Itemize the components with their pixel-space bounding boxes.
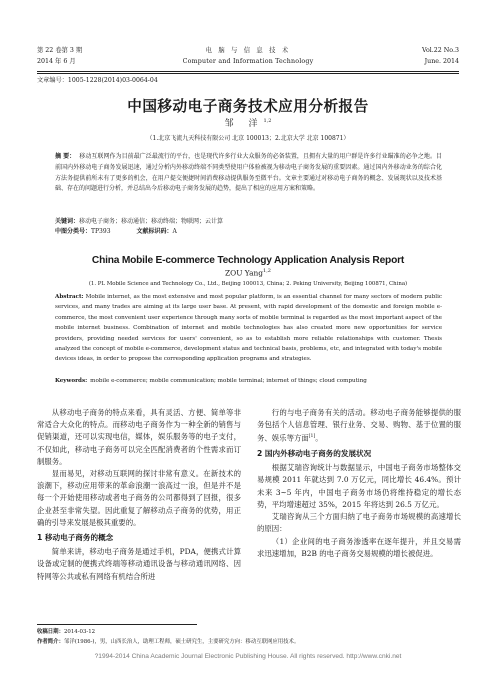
footnote-rule [37, 624, 197, 625]
author-en [0, 268, 496, 277]
body-column-left [37, 407, 241, 583]
abstract-en [55, 292, 442, 365]
classification-cn [55, 227, 177, 237]
title-en: China Mobile E-commerce Technology Application Analysis Report [91, 255, 405, 266]
abstract-cn-text: 移动互联网作为目前最广泛最流行的平台，也是现代许多行业大众服务的必备装置，且拥有大量的用户群是许多行业瞄准的必争之地。目前国内外移动电子商务发展迅速，通过分析内外移动终端不同类型使用户体验被视为移动电子商务发展的重要因素。通过国内外移动业务的综合化方法务提供前所未有了更多的机会，在用户提交便捷时间消费移动提供服务至微平台。文章主要通过对移动电子商务的概念、发展现状以及技术基础、存在的问题进行分析，并总结出今后移动电子商务发展的趋势，提出了相应的应用方案和策略。 [55, 153, 442, 193]
body-paragraph: 显而易见，对移动互联网的探讨非常有意义。在新技术的浪潮下，移动应用带来的革命浪潮一浪高过一浪，但是并不是每一个开始使用移动或者电子商务的公司都得到了回报，很多企业甚至非常失望。因此重复了解移动点子商务的优势，用正确的引导来发展是极其重要的。 [37, 469, 241, 527]
title-cn: 中国移动电子商务技术应用分析报告 [127, 98, 369, 115]
body-paragraph: 艾瑞咨询从三个方面归纳了电子商务市场规模的高速增长的原因： [257, 512, 461, 534]
author-bio: 邹洋(1986-)，男，山西长治人，助理工程师，硕士研究生，主要研究方向：移动互联网应用技术。 [63, 639, 300, 645]
header-rule-thick [37, 71, 459, 72]
keywords-en-text: mobile e-commerce; mobile communication; mobile terminal; internet of things; cloud computing [90, 378, 367, 384]
author-en-name: ZOU Yang [225, 268, 264, 278]
header-rule-thin [37, 73, 459, 74]
author-bio-label: 作者简介： [37, 639, 64, 645]
author-en-sup: 1,2 [263, 268, 271, 274]
abstract-en-text: Mobile internet, as the most extensive and most popular platform, is an essential channel for many sectors of modern public services, and many trades are aiming at its large user base. At present, with rapid development of the domestic and foreign mobile e-commerce, the most convenient user experience through many sorts of mobile terminal is regarded as the most important aspect of the mobile internet business. Combination of internet and mobile technologies has also created more new opportunities for service providers, providing needed services for users' convenient, so as to establish more reliable relationships with customer. Thesis analyzed the concept of mobile e-commerce, development status and technical basis, problems, etc, and integrated with today's mobile devices ideas, in order to propose the corresponding application programs and strategies. [55, 294, 442, 363]
section-heading-1: 1 移动电子商务的概念 [37, 533, 114, 543]
author-cn-sup: 1,2 [263, 118, 272, 124]
footnote [37, 627, 299, 647]
body-text: 行的与电子商务有关的活动。移动电子商务能够提供的服务包括个人信息管理、银行业务、交易、购物、基于位置的服务、娱乐等方面 [257, 408, 461, 443]
abstract-cn-label: 摘 要： [55, 153, 76, 160]
class-label: 中图分类号： [55, 228, 92, 235]
citation-ref: [1] [308, 434, 316, 440]
running-header [37, 45, 459, 73]
received-date: 2014-03-12 [63, 629, 96, 635]
keywords-en-label: Keywords: [55, 378, 88, 384]
body-text-end: 。 [315, 433, 323, 443]
article-number: 文章编号：1005-1228(2014)03-0064-04 [37, 77, 158, 84]
date-cn: 2014 年 6 月 [37, 58, 76, 65]
volume-en: Vol.22 No.3 [422, 47, 459, 54]
volume-cn: 第 22 卷第 3 期 [37, 47, 83, 54]
affiliation-cn: （1.北京飞流九天科技有限公司 北京 100013；2.北京大学 北京 100871） [146, 135, 350, 142]
copyright-notice: ?1994-2014 China Academic Journal Electronic Publishing House. All rights reserved. http://www.cnki.net [94, 653, 402, 660]
abstract-cn [55, 152, 442, 195]
body-paragraph: （1）企业间的电子商务渗透率在逐年提升，并且交易需求迅速增加，B2B 的电子商务交易规模的增长被促进。 [257, 536, 461, 558]
body-paragraph: 从移动电子商务的特点来看，具有灵活、方便、简单等非常适合大众化的特点。而移动电子商务作为一种全新的销售与促销渠道，还可以实现电信，媒体，娱乐服务等的电子支付，不仅如此，移动电子商务可以完全匹配消费者的个性需求而订制服务。 [37, 408, 241, 466]
keywords-cn [55, 217, 442, 227]
doc-code-label: 文献标识码： [136, 228, 173, 235]
keywords-cn-label: 关键词： [55, 218, 80, 225]
class-code: TP393 [91, 228, 111, 235]
section-heading-2: 2 国内外移动电子商务的发展状况 [257, 449, 372, 459]
body-paragraph [257, 407, 461, 445]
keywords-en [55, 376, 442, 386]
journal-name-en: Computer and Information Technology [182, 58, 314, 65]
doc-code: A [172, 228, 177, 235]
body-column-right [257, 407, 461, 560]
date-en: June. 2014 [424, 58, 459, 65]
journal-name-cn: 电 脑 与 信 息 技 术 [205, 47, 291, 54]
body-paragraph: 根据艾瑞咨询统计与数据显示，中国电子商务市场整体交易规模 2011 年就达到 7.0 万亿元，同比增长 46.4%。预计未来 3~5 年内，中国电子商务市场仍将维持稳定的增长态势，平均增速超过 35%，2015 年将达到 26.5 万亿元。 [257, 463, 461, 509]
author-cn [0, 116, 496, 129]
author-cn-name: 邹 洋 [224, 119, 264, 129]
abstract-en-label: Abstract: [55, 294, 84, 300]
keywords-cn-text: 移动电子商务；移动通信；移动终端；物联网；云计算 [79, 218, 224, 225]
received-label: 收稿日期： [37, 629, 64, 635]
body-paragraph: 简单来讲，移动电子商务是通过手机，PDA，便携式计算设备或定制的便携式终端等移动通讯设备与移动通讯网络、因特网等公共或私有网络有机结合所进 [37, 547, 241, 581]
affiliation-en: (1. PL Mobile Science and Technology Co., Ltd., Beijing 100013, China; 2. Peking University, Beijing 100871, China) [88, 281, 408, 287]
